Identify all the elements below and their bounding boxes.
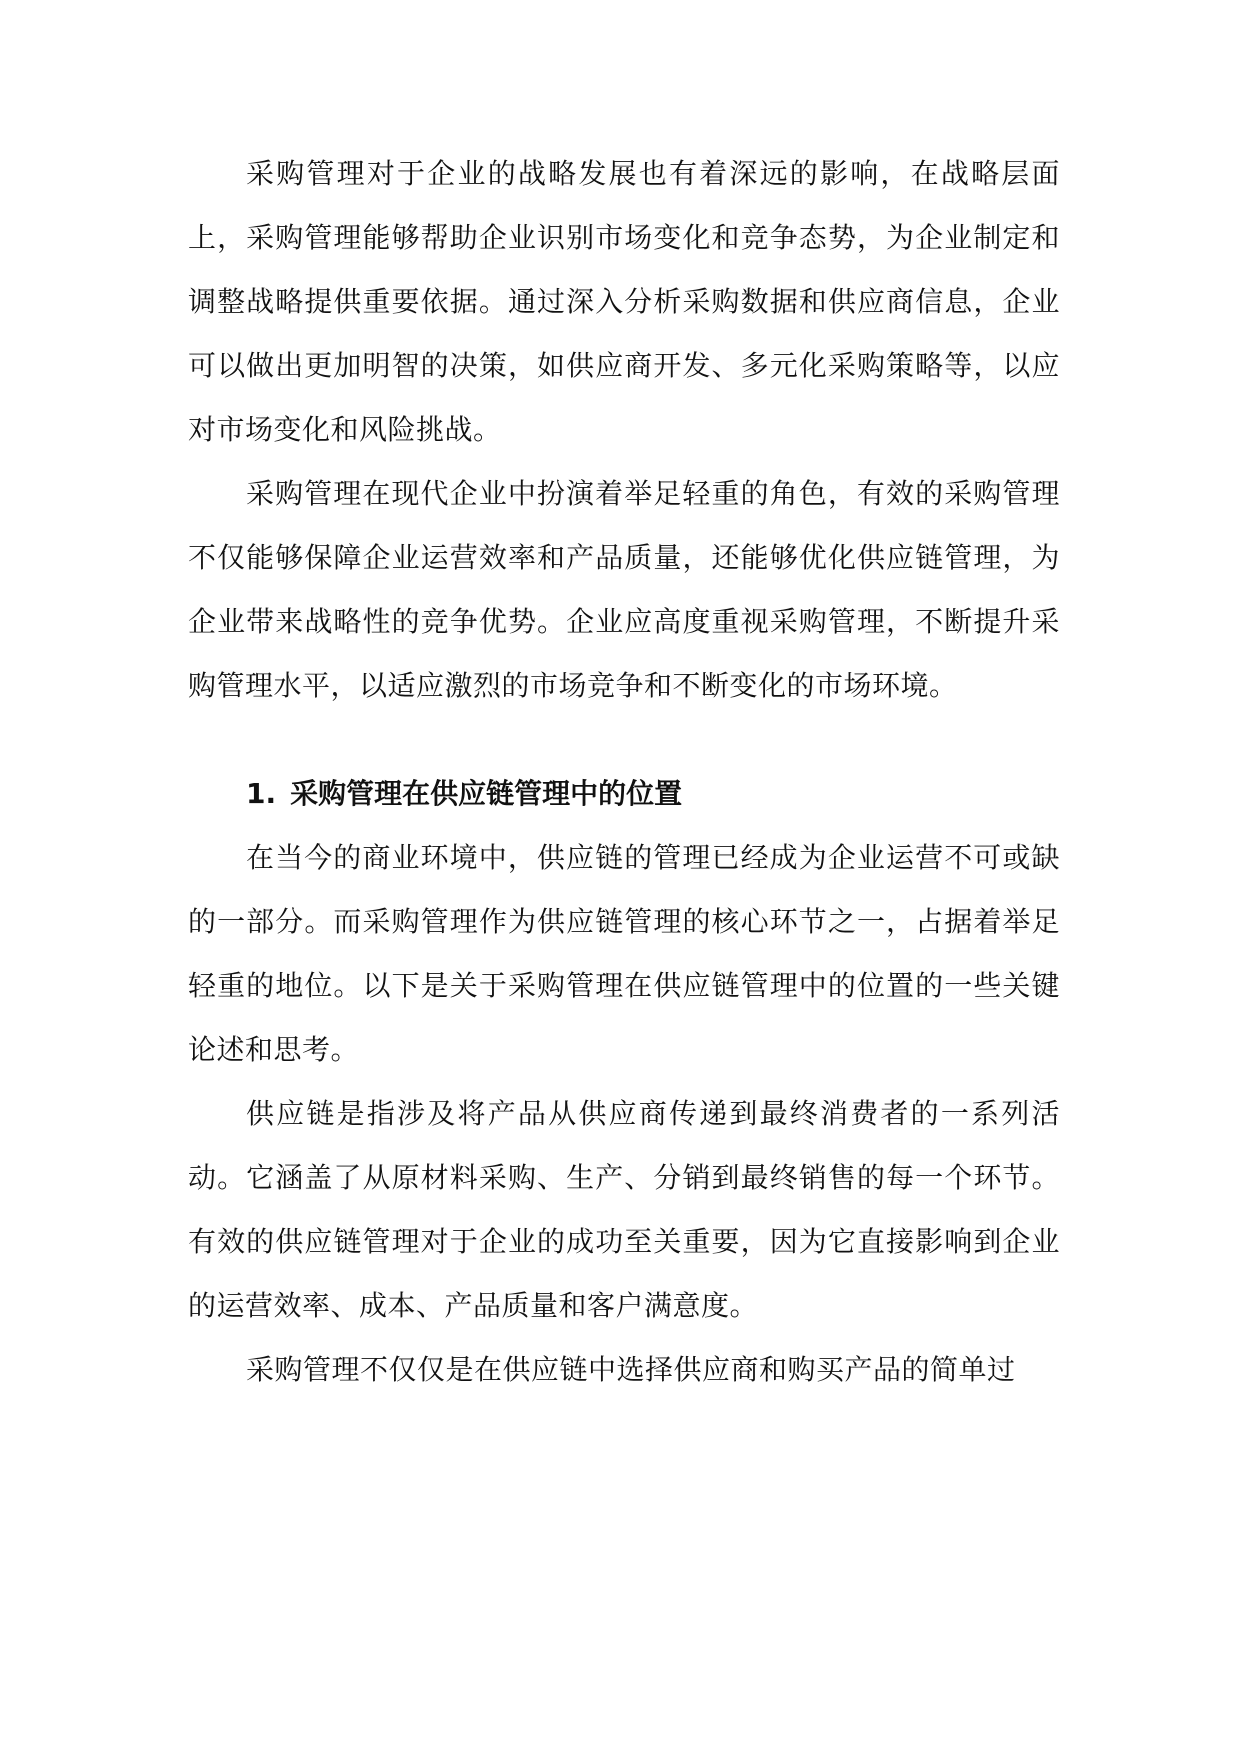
paragraph-business-environment: 在当今的商业环境中，供应链的管理已经成为企业运营不可或缺的一部分。而采购管理作为供应链管理的核心环节之一，占据着举足轻重的地位。以下是关于采购管理在供应链管理中的位置的一些关键论述和思考。 — [188, 841, 1060, 1066]
paragraph-procurement-beyond: 采购管理不仅仅是在供应链中选择供应商和购买产品的简单过 — [246, 1353, 1016, 1386]
paragraph-procurement-role: 采购管理在现代企业中扮演着举足轻重的角色，有效的采购管理不仅能够保障企业运营效率和产品质量，还能够优化供应链管理，为企业带来战略性的竞争优势。企业应高度重视采购管理，不断提升采购管理水平，以适应激烈的市场竞争和不断变化的市场环境。 — [188, 477, 1060, 702]
paragraph-strategic-impact: 采购管理对于企业的战略发展也有着深远的影响，在战略层面上，采购管理能够帮助企业识别市场变化和竞争态势，为企业制定和调整战略提供重要依据。通过深入分析采购数据和供应商信息，企业可以做出更加明智的决策，如供应商开发、多元化采购策略等，以应对市场变化和风险挑战。 — [188, 157, 1060, 446]
document-body — [188, 142, 1060, 1402]
paragraph-supply-chain-definition: 供应链是指涉及将产品从供应商传递到最终消费者的一系列活动。它涵盖了从原材料采购、生产、分销到最终销售的每一个环节。有效的供应链管理对于企业的成功至关重要，因为它直接影响到企业的运营效率、成本、产品质量和客户满意度。 — [188, 1097, 1060, 1322]
section-number: 1. — [246, 777, 277, 810]
section-heading — [188, 762, 1060, 826]
section-title: 采购管理在供应链管理中的位置 — [290, 777, 683, 810]
